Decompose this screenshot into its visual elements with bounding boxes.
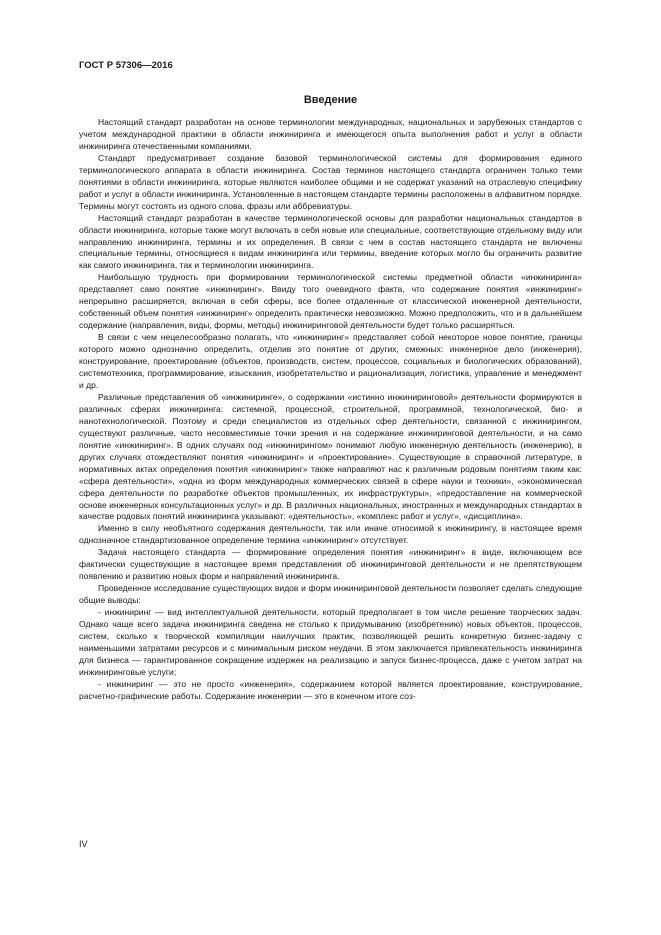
- paragraph-9: Проведенное исследование существующих видов и форм инжиниринговой деятельности позволяет сделать следующие общие выводы:: [79, 583, 582, 606]
- paragraph-6: Различные представления об «инжиниринге», о содержании «истинно инжиниринговой» деятельности формируются в различных сферах инжиниринга: системной, процессной, строительной, программной, технологической, био- и нанотехнологической. Поэтому и среди специалистов из отдельных сфер деятельности, связанной с инжинирингом, существуют различные, часто несовместимые точки зрения и на содержание инжиниринговой деятельности, и на само понятие «инжиниринг». В одних случаях под «инжинирингом» понимают любую инженерную деятельность (инженерию), в других случаях отождествляют понятия «инжиниринг» и «проектирование». Существующие в справочной литературе, в нормативных актах определения понятия «инжиниринг» также направляют нас к различным родовым понятиям таким как: «сфера деятельности», «одна из форм международных коммерческих связей в сфере науки и техники», «экономическая сфера деятельности по разработке объектов промышленных, их инфраструктуры», «предоставление на коммерческой основе инженерных консультационных услуг» и др. В различных национальных, иностранных и международных стандартах в качестве родовых понятий инжиниринга указывают: «деятельность», «комплекс работ и услуг», «дисциплина».: [79, 391, 582, 522]
- paragraph-7: Именно в силу необъятного содержания деятельности, так или иначе относимой к инжинирингу, в настоящее время однозначное стандартизованное определение термина «инжиниринг» отсутствует.: [79, 523, 582, 546]
- paragraph-3: Настоящий стандарт разработан в качестве терминологической основы для разработки национальных стандартов в области инжиниринга, которые также могут включать в себя новые или специальные, соответствующие отдельному виду или направлению инжиниринга, термины и их определения. В связи с чем в состав настоящего стандарта не включены специальные термины, относящиеся к видам инжиниринга или термины, введение которых могло бы ограничить развитие как самого инжиниринга, так и терминологии инжиниринга.: [79, 212, 582, 271]
- paragraph-4: Наибольшую трудность при формировании терминологической системы предметной области «инжиниринга» представляет само понятие «инжиниринг». Ввиду того очевидного факта, что содержание понятия «инжиниринг» непрерывно расширяется, включая в себя сферы, все более отдаленные от классической инженерной деятельности, собственный объем понятия «инжиниринг» определить практически невозможно. Можно предположить, что и в дальнейшем содержание (направления, виды, формы, методы) инжиниринговой деятельности будет только расширяться.: [79, 272, 582, 331]
- paragraph-2: Стандарт предусматривает создание базовой терминологической системы для формирования единого терминологического аппарата в области инжиниринга. Состав терминов настоящего стандарта ограничен только теми понятиями в области инжиниринга, которые являются наиболее общими и не содержат указаний на отраслевую специфику работ и услуг в области инжиниринга. Установленные в настоящем стандарте термины расположены в алфавитном порядке. Термины могут состоять из одного слова, фразы или аббревиатуры.: [79, 152, 582, 211]
- paragraph-11: - инжиниринг — это не просто «инженерия», содержанием которой является проектирование, конструирование, расчетно-графические работы. Содержание инженерии — это в конечном итоге соз-: [79, 678, 582, 701]
- document-header: ГОСТ Р 57306—2016: [79, 60, 173, 71]
- paragraph-1: Настоящий стандарт разработан на основе терминологии международных, национальных и зарубежных стандартов с учетом международной практики в области инжиниринга и имеющегося опыта выполнения работ и услуг в области инжиниринга отечественными компаниями.: [79, 117, 582, 151]
- paragraph-5: В связи с чем нецелесообразно полагать, что «инжиниринг» представляет собой некоторое новое понятие, границы которого можно однозначно определить, отделив это понятие от других, смежных: инженерное дело (инженерия), конструирование, проектирование (объектов, производств, систем, процессов, социальных и биологических образований), системотехника, программирование, изыскания, изобретательство и рационализация, логистика, управление и менеджмент и др.: [79, 332, 582, 390]
- body-text: [79, 117, 582, 703]
- paragraph-10: - инжиниринг — вид интеллектуальной деятельности, который предполагает в том числе решение творческих задач. Однако чаще всего задача инжиниринга сведена не столько к придумыванию (изобретению) новых объектов, процессов, систем, сколько к творческой компиляции наилучших практик, позволяющей решить конкретную бизнес-задачу с наименьшими затратами ресурсов и с минимальным риском неудачи. В этом заключается привлекательность инжиниринга для бизнеса — гарантированное сокращение издержек на реализацию и запуск бизнес-процесса, даже с учетом затрат на инжиниринговые услуги;: [79, 607, 582, 677]
- page-number: IV: [79, 839, 88, 849]
- paragraph-8: Задача настоящего стандарта — формирование определения понятия «инжиниринг» в виде, включающем все фактически существующие в настоящее время представления об инжиниринговой деятельности и не препятствующем появлению и развитию новых форм и направлений инжиниринга.: [79, 547, 582, 582]
- section-title: Введение: [303, 94, 358, 106]
